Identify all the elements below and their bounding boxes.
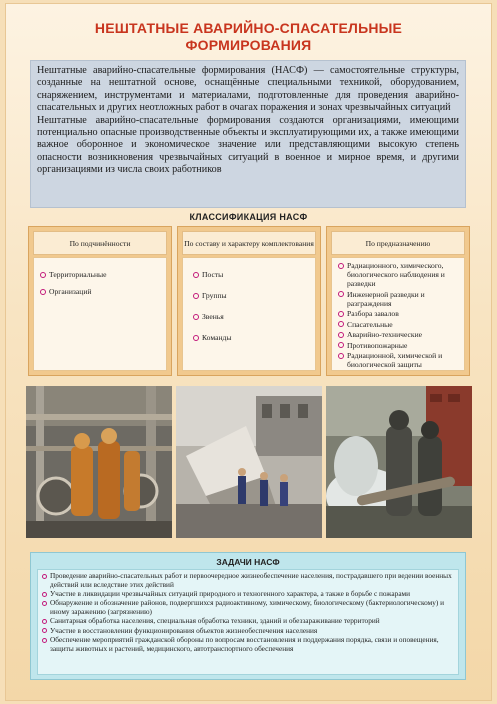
list-item [338, 309, 460, 318]
bullet-icon [40, 289, 46, 295]
list-item [42, 617, 454, 626]
task-text: Проведение аварийно-спасательных работ и первоочередное жизнеобеспечение населения, пострадавшего при ведении военных действий или вследствие этих действий [50, 571, 452, 589]
bullet-icon [42, 628, 47, 633]
item-label: Территориальные [49, 270, 107, 279]
list-item [40, 270, 162, 279]
column-header: По составу и характеру комплектования [182, 231, 316, 255]
photo-collapsed-building [176, 386, 322, 538]
column-body [182, 257, 316, 371]
item-label: Радиационного, химического, биологического наблюдения и разведки [347, 261, 445, 288]
column-composition [177, 226, 321, 376]
bullet-icon [338, 311, 344, 317]
tasks-title: ЗАДАЧИ НАСФ [216, 557, 280, 567]
item-label: Организаций [49, 287, 92, 296]
column-subordination [28, 226, 172, 376]
bullet-icon [42, 638, 47, 643]
photo-chemical-protection [326, 386, 472, 538]
item-label: Посты [202, 270, 224, 279]
item-label: Спасательные [347, 319, 393, 329]
bullet-icon [40, 272, 46, 278]
photo-industrial-rescue [26, 386, 172, 538]
task-text: Участие в ликвидации чрезвычайных ситуаций природного и техногенного характера, а также в борьбе с пожарами [50, 589, 411, 598]
column-header: По подчинённости [33, 231, 167, 255]
list-item [338, 351, 460, 369]
task-text: Обнаружение и обозначение районов, подвергшихся радиоактивному, химическому, биологическому (бактериологическому) и иному заражению (загрязнению) [50, 598, 445, 616]
list-item [193, 270, 311, 279]
bullet-icon [193, 314, 199, 320]
bullet-icon [42, 601, 47, 606]
list-item [42, 599, 454, 616]
intro-paragraph-2: Нештатные аварийно-спасательные формирования создаются организациями, имеющими потенциально опасные производственные объекты и эксплуатирующими их, а также имеющими важное оборонное и экономическое значение или представляющими высокую степень опасности возникновения чрезвычайных ситуаций в военное и мирное время, и другими организациями из числа своих работников [37, 114, 459, 176]
item-label: Аварийно-технические [347, 330, 423, 339]
list-item [42, 627, 454, 636]
bullet-icon [42, 619, 47, 624]
bullet-icon [338, 353, 344, 359]
item-label: Радиационной, химической и биологической защиты [347, 351, 443, 369]
title-line-2: ФОРМИРОВАНИЯ [185, 37, 312, 53]
bullet-icon [42, 592, 47, 597]
list-item [338, 330, 460, 339]
bullet-icon [338, 263, 344, 269]
bullet-icon [193, 293, 199, 299]
item-label: Противопожарные [347, 340, 408, 350]
bullet-icon [338, 332, 344, 338]
classification-title: КЛАССИФИКАЦИЯ НАСФ [189, 212, 308, 222]
list-item [193, 333, 311, 342]
list-item [193, 291, 311, 300]
list-item [338, 261, 460, 288]
item-label: Команды [202, 333, 232, 342]
column-body [33, 257, 167, 371]
column-header: По предназначению [331, 231, 465, 255]
item-label: Звенья [202, 312, 224, 321]
bullet-icon [338, 342, 344, 348]
bullet-icon [193, 335, 199, 341]
task-text: Обеспечение мероприятий гражданской обороны по вопросам восстановления и поддержания порядка, связи и оповещения, защиты животных и растений, медицинского, автотранспортного обеспечения [50, 634, 439, 653]
photo-strip [26, 386, 472, 538]
bullet-icon [338, 291, 344, 297]
task-text: Санитарная обработка населения, специальная обработка техники, зданий и обеззараживание территорий [50, 616, 380, 626]
item-label: Разбора завалов [347, 309, 399, 318]
page-title [0, 20, 497, 54]
list-item [338, 341, 460, 350]
list-item [40, 287, 162, 296]
bullet-icon [193, 272, 199, 278]
item-label: Группы [202, 291, 227, 300]
title-line-1: НЕШТАТНЫЕ АВАРИЙНО-СПАСАТЕЛЬНЫЕ [94, 20, 403, 36]
list-item [338, 290, 460, 308]
list-item [338, 320, 460, 329]
list-item [42, 572, 454, 589]
list-item [193, 312, 311, 321]
item-label: Инженерной разведки и разграждения [347, 289, 425, 308]
bullet-icon [338, 321, 344, 327]
bullet-icon [42, 574, 47, 579]
intro-paragraph-1: Нештатные аварийно-спасательные формирования (НАСФ) — самостоятельные структуры, созданные на нештатной основе, оснащённые специальными техникой, оборудованием, снаряжением, инструментами и материалами, подготовленные для проведения аварийно-спасательных и других неотложных работ в очагах поражения и зонах чрезвычайных ситуаций [37, 65, 459, 114]
intro-box [30, 60, 466, 208]
tasks-list [37, 569, 459, 675]
task-text: Участие в восстановлении функционирования объектов жизнеобеспечения населения [50, 625, 318, 635]
tasks-box [30, 552, 466, 680]
column-body [331, 257, 465, 371]
list-item [42, 636, 454, 653]
classification-columns [28, 226, 468, 376]
column-purpose [326, 226, 470, 376]
